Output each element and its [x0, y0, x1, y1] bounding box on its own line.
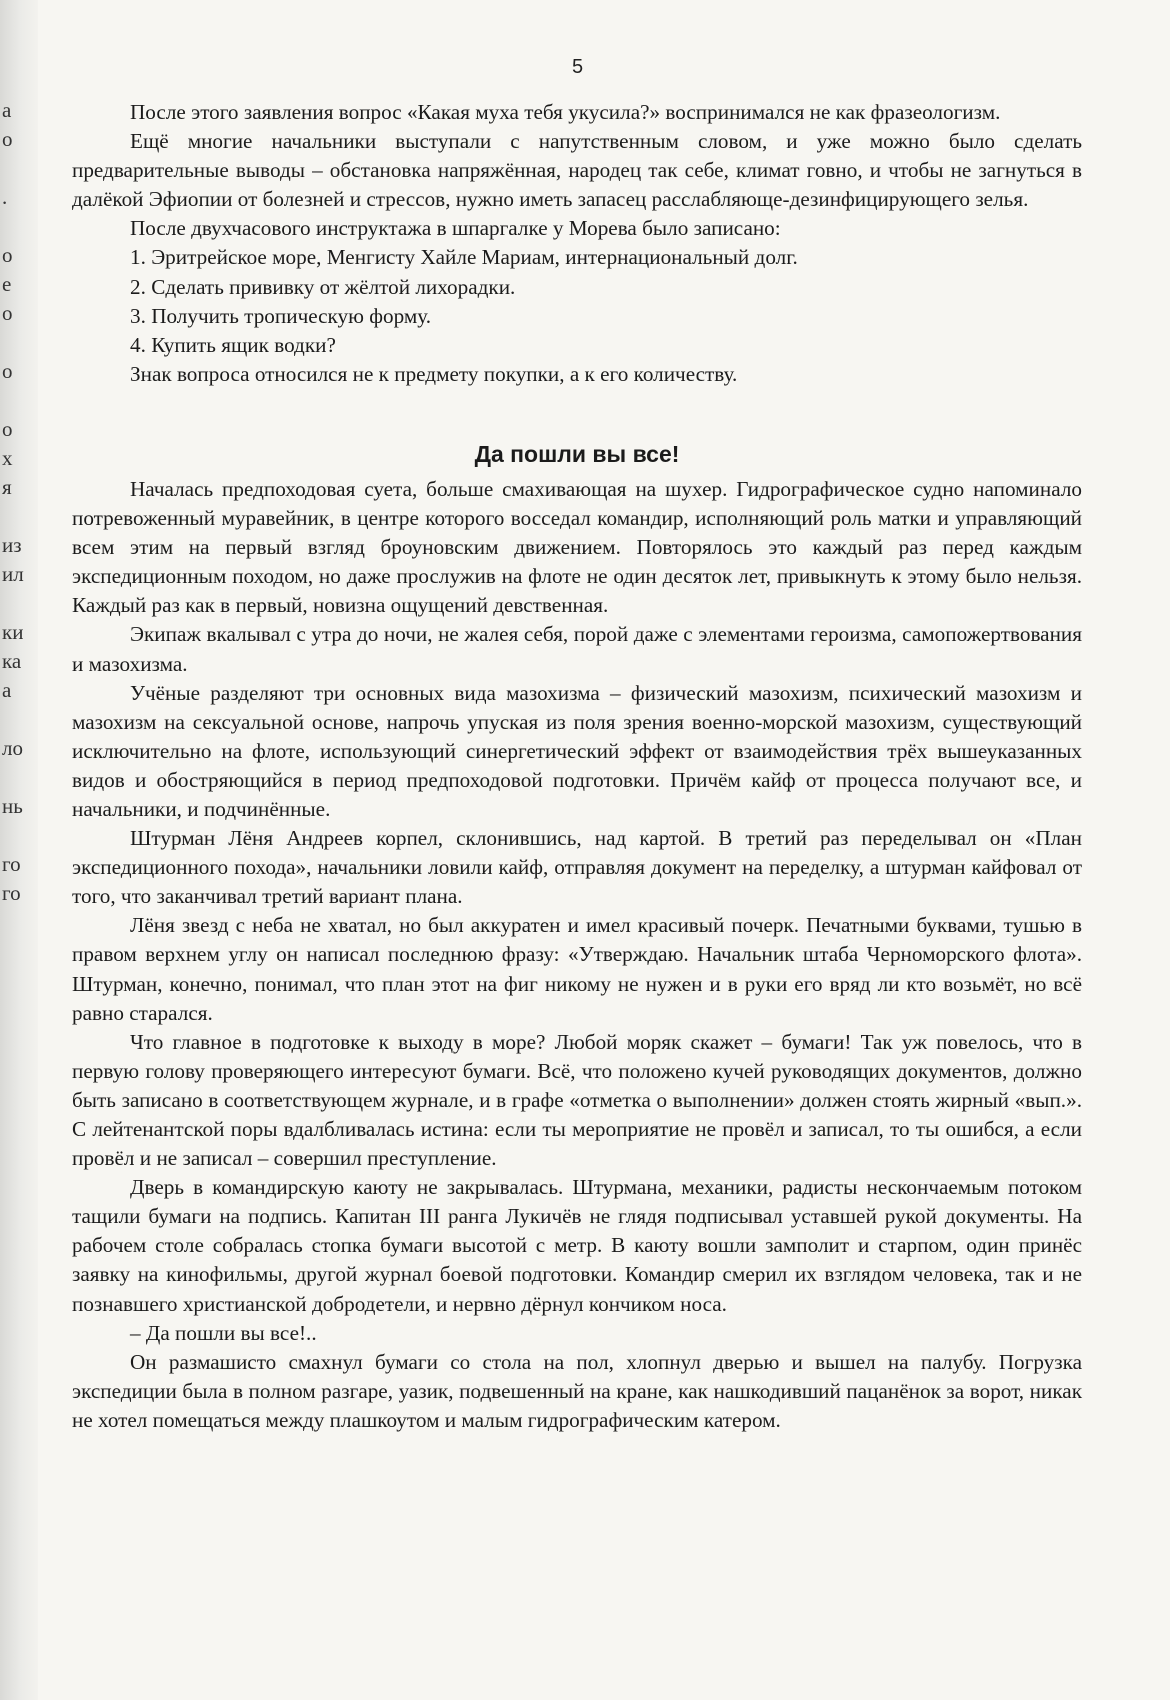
list-item: 4. Купить ящик водки?	[130, 332, 336, 357]
margin-fragment: о	[2, 417, 13, 441]
margin-fragment: .	[2, 185, 8, 209]
list-item: 3. Получить тропическую форму.	[130, 303, 432, 328]
list-item: 1. Эритрейское море, Менгисту Хайле Мариам, интернациональный долг.	[130, 245, 798, 270]
margin-fragment: го	[2, 852, 21, 876]
list-item: 2. Сделать прививку от жёлтой лихорадки.	[130, 274, 516, 299]
margin-fragment: ил	[2, 562, 24, 586]
adjacent-page-edge	[0, 0, 38, 1700]
paragraph: Штурман Лёня Андреев корпел, склонившись, над картой. В третий раз переделывал он «План экспедиционного похода», начальники ловили кайф, отправляя документ на переделку, а штурман кайфовал от того, что заканчивал третий вариант плана.	[72, 826, 1082, 909]
paragraph: После двухчасового инструктажа в шпаргалке у Морева было записано:	[130, 216, 781, 241]
paragraph: Учёные разделяют три основных вида мазохизма – физический мазохизм, психический мазохизм и мазохизм на сексуальной основе, напрочь упуская из поля зрения военно-морской мазохизм, существующий исключительно на флоте, использующий синергетический эффект от взаимодействия трёх вышеуказанных видов и обостряющийся в период предпоходовой подготовки. Причём кайф от процесса получают все, и начальники, и подчинённые.	[72, 680, 1082, 821]
margin-fragment: о	[2, 359, 13, 383]
section-title: Да пошли вы все!	[474, 440, 680, 467]
margin-fragment: я	[2, 475, 12, 499]
margin-fragment: е	[2, 272, 12, 296]
paragraph: Дверь в командирскую каюту не закрывалась. Штурмана, механики, радисты нескончаемым потоком тащили бумаги на подпись. Капитан III ранга Лукичёв не глядя подписывал уставшей рукой документы. На рабочем столе собралась стопка бумаги высотой с метр. В каюту вошли замполит и старпом, один принёс заявку на кинофильмы, другой журнал боевой подготовки. Командир смерил их взглядом человека, так и не познавшего христианской добродетели, и нервно дёрнул кончиком носа.	[72, 1175, 1082, 1316]
margin-fragment: ло	[2, 736, 23, 760]
paragraph: Что главное в подготовке к выходу в море? Любой моряк скажет – бумаги! Так уж повелось, что в первую голову проверяющего интересуют бумаги. Всё, что положено кучей руководящих документов, должно быть записано в соответствующем журнале, и в графе «отметка о выполнении» должен стоять жирный «вып.». С лейтенантской поры вдалбливалась истина: если ты мероприятие не провёл и записал, то ты ошибся, а если провёл и не записал – совершил преступление.	[72, 1029, 1082, 1171]
margin-fragment: ки	[2, 620, 24, 644]
section-gap	[72, 389, 1082, 439]
margin-fragment: о	[2, 127, 13, 151]
paragraph: Началась предпоходовая суета, больше смахивающая на шухер. Гидрографическое судно напоминало потревоженный муравейник, в центре которого восседал командир, исполняющий роль матки и управляющий всем этим на первый взгляд броуновским движением. Повторялось это каждый раз перед каждым экспедиционным походом, но даже прослужив на флоте не один десяток лет, привыкнуть к этому было нельзя. Каждый раз как в первый, новизна ощущений девственная.	[72, 476, 1082, 618]
margin-fragment: а	[2, 98, 12, 122]
margin-fragment: нь	[2, 794, 23, 818]
margin-fragment: х	[2, 446, 13, 470]
paragraph: Лёня звезд с неба не хватал, но был аккуратен и имел красивый почерк. Печатными буквами, тушью в правом верхнем углу он написал последнюю фразу: «Утверждаю. Начальник штаба Черноморского флота». Штурман, конечно, понимал, что план этот на фиг никому не нужен и в руки его вряд ли кто возьмёт, но всё равно старался.	[72, 913, 1082, 1025]
page-number: 5	[571, 56, 584, 78]
page-body	[72, 98, 1082, 1435]
paragraph: Экипаж вкалывал с утра до ночи, не жалея себя, порой даже с элементами героизма, самопожертвования и мазохизма.	[72, 622, 1082, 676]
margin-fragment: о	[2, 243, 13, 267]
paragraph: Он размашисто смахнул бумаги со стола на пол, хлопнул дверью и вышел на палубу. Погрузка экспедиции была в полном разгаре, уазик, подвешенный на кране, как нашкодивший пацанёнок за ворот, никак не хотел помещаться между плашкоутом и малым гидрографическим катером.	[72, 1349, 1082, 1432]
paragraph: – Да пошли вы все!..	[130, 1320, 317, 1345]
paragraph: Знак вопроса относился не к предмету покупки, а к его количеству.	[130, 361, 738, 386]
paragraph: После этого заявления вопрос «Какая муха тебя укусила?» воспринимался не как фразеологизм.	[130, 100, 1001, 124]
margin-fragment: из	[2, 533, 22, 557]
margin-fragment: а	[2, 678, 12, 702]
margin-fragment: го	[2, 881, 21, 905]
margin-fragment: о	[2, 301, 13, 325]
margin-fragment: ка	[2, 649, 22, 673]
paragraph: Ещё многие начальники выступали с напутственным словом, и уже можно было сделать предварительные выводы – обстановка напряжённая, народец так себе, климат говно, и чтобы не загнуться в далёкой Эфиопии от болезней и стрессов, нужно иметь запасец расслабляюще-дезинфицирующего зелья.	[72, 129, 1082, 212]
